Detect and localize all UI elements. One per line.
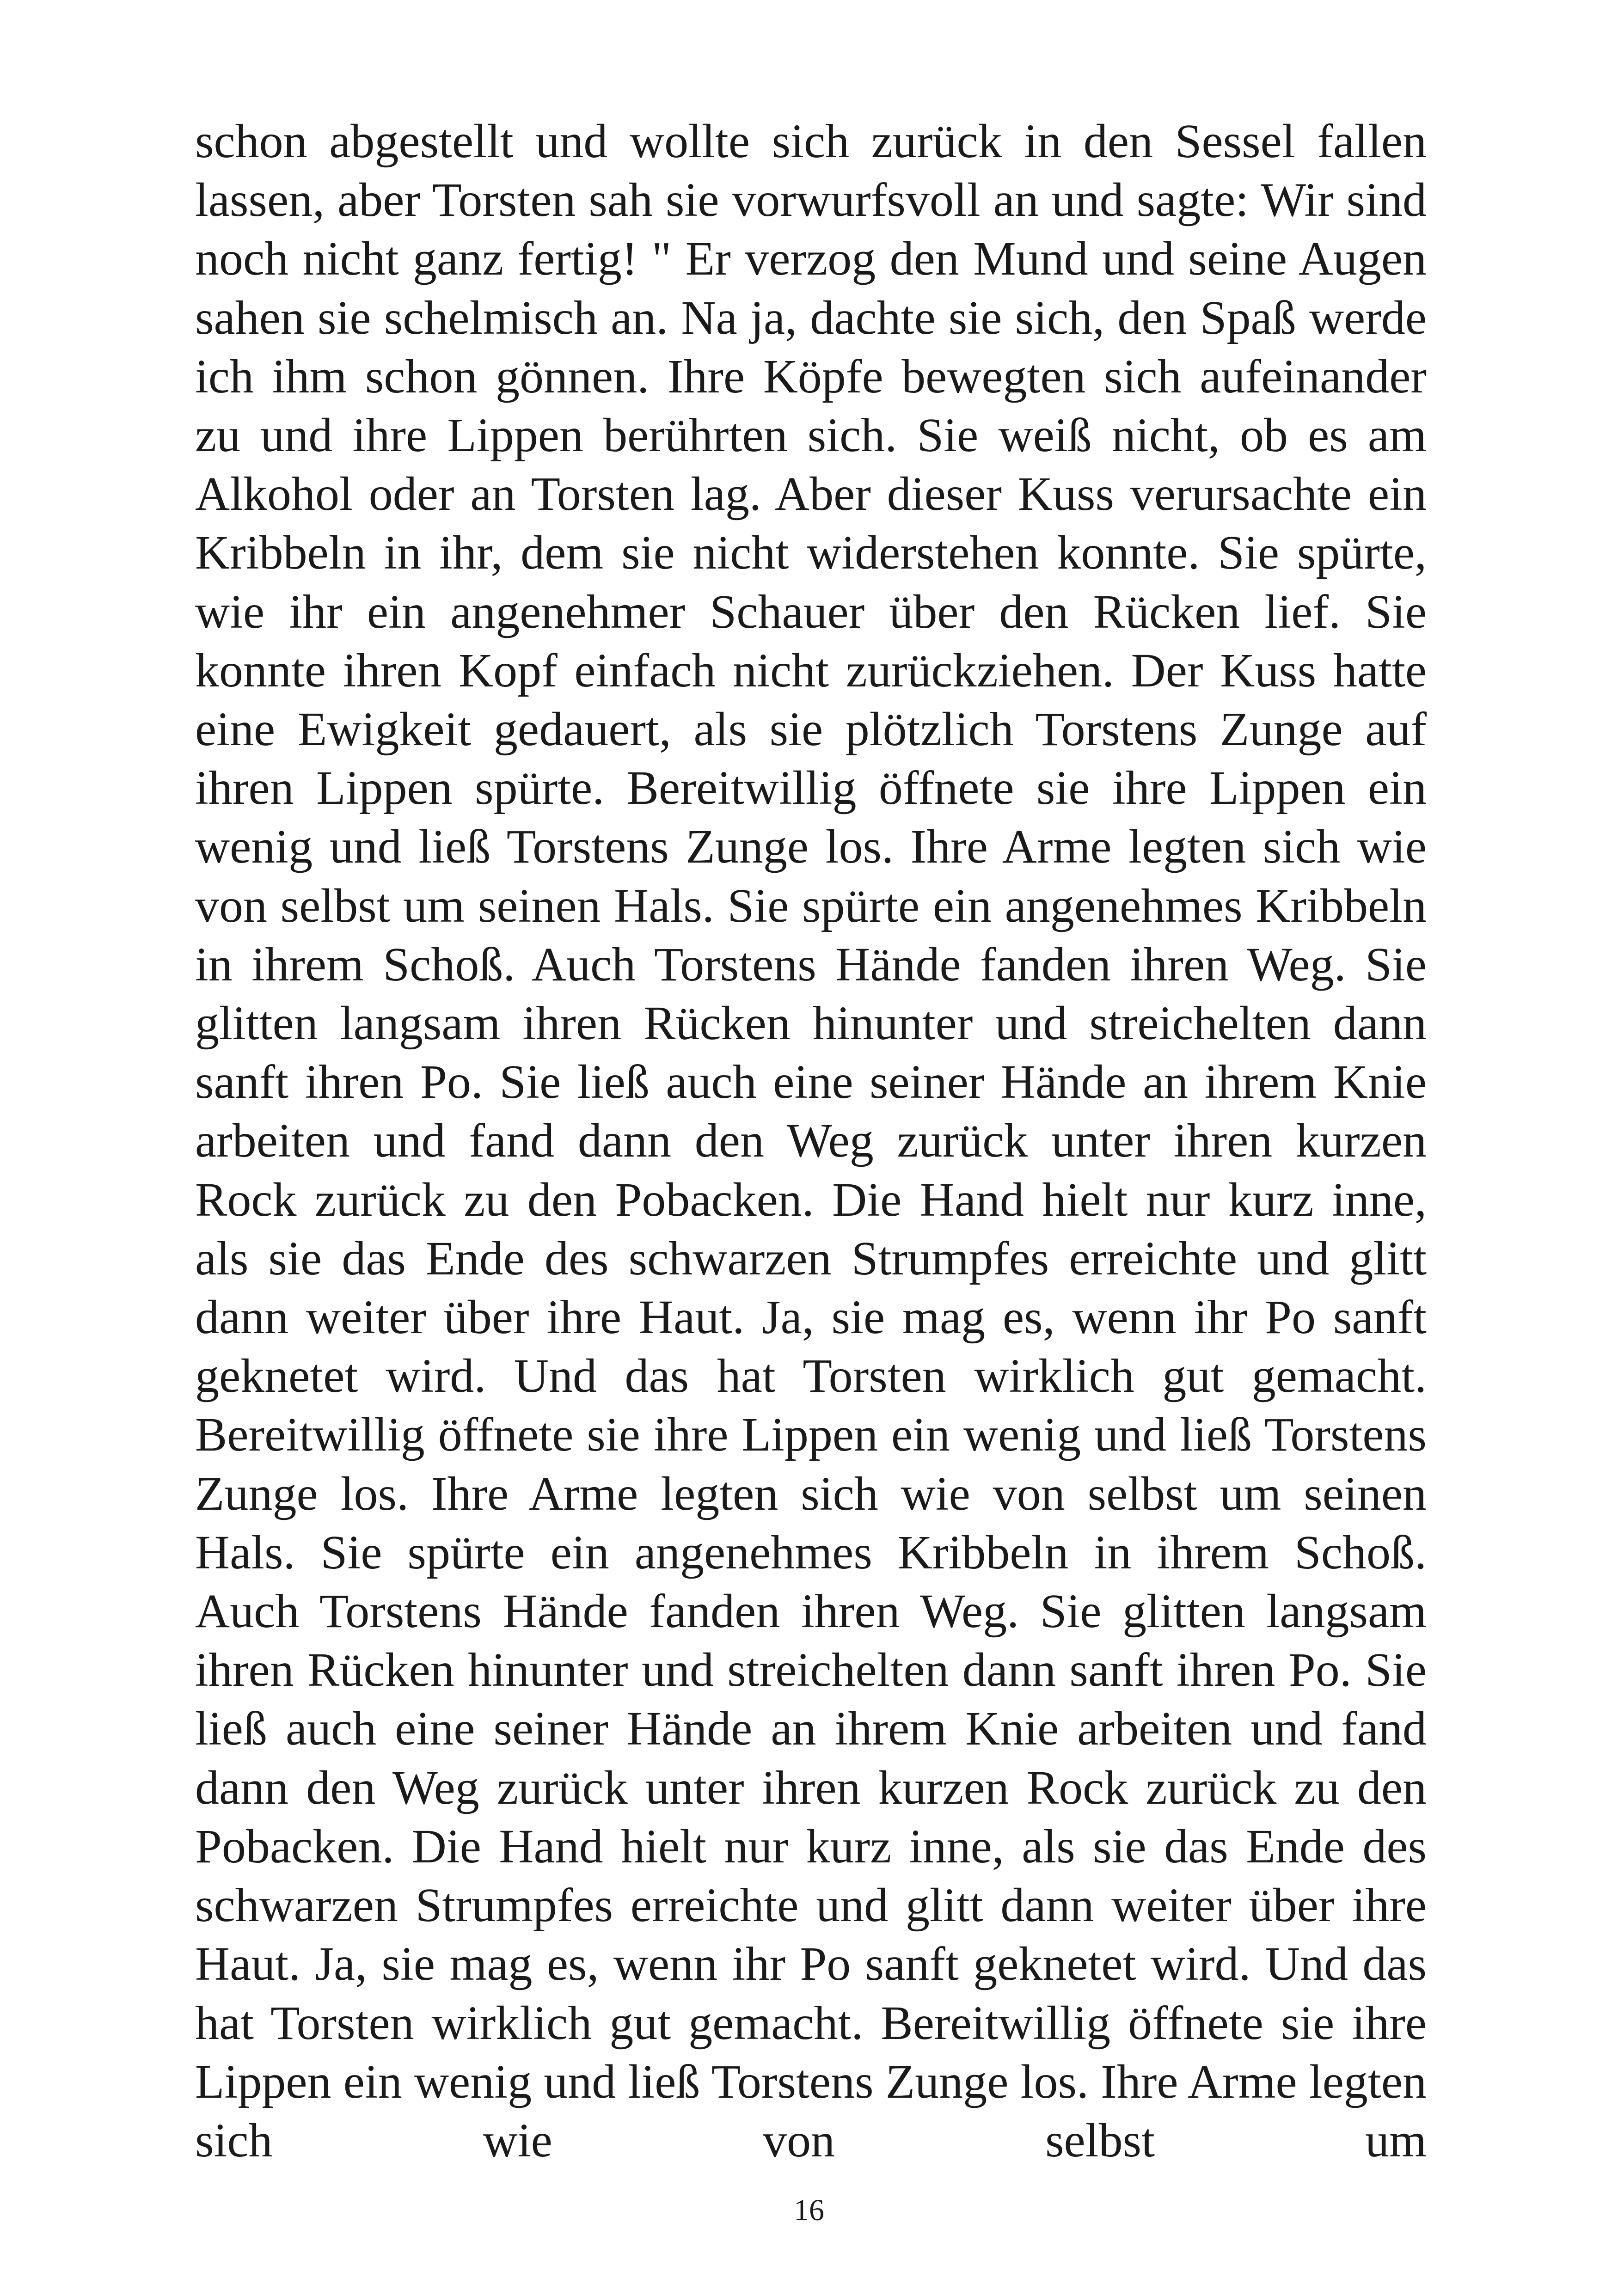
body-paragraph: schon abgestellt und wollte sich zurück in den Sessel fallen lassen, aber Torsten sah sie vorwurfsvoll an und sagte: Wir sind noch nicht ganz fertig! " Er verzog den Mund und seine Augen sahen sie schelmisch an. Na ja, dachte sie sich, den Spaß werde ich ihm schon gönnen. Ihre Köpfe bewegten sich aufeinander zu und ihre Lippen berührten sich. Sie weiß nicht, ob es am Alkohol oder an Torsten lag. Aber dieser Kuss verursachte ein Kribbeln in ihr, dem sie nicht widerstehen konnte. Sie spürte, wie ihr ein angenehmer Schauer über den Rücken lief. Sie konnte ihren Kopf einfach nicht zurückziehen. Der Kuss hatte eine Ewigkeit gedauert, als sie plötzlich Torstens Zunge auf ihren Lippen spürte. Bereitwillig öffnete sie ihre Lippen ein wenig und ließ Torstens Zunge los. Ihre Arme legten sich wie von selbst um seinen Hals. Sie spürte ein angenehmes Kribbeln in ihrem Schoß. Auch Torstens Hände fanden ihren Weg. Sie glitten langsam ihren Rücken hinunter und streichelten dann sanft ihren Po. Sie ließ auch eine seiner Hände an ihrem Knie arbeiten und fand dann den Weg zurück unter ihren kurzen Rock zurück zu den Pobacken. Die Hand hielt nur kurz inne, als sie das Ende des schwarzen Strumpfes erreichte und glitt dann weiter über ihre Haut. Ja, sie mag es, wenn ihr Po sanft geknetet wird. Und das hat Torsten wirklich gut gemacht. Bereitwillig öffnete sie ihre Lippen ein wenig und ließ Torstens Zunge los. Ihre Arme legten sich wie von selbst um seinen Hals. Sie spürte ein angenehmes Kribbeln in ihrem Schoß. Auch Torstens Hände fanden ihren Weg. Sie glitten langsam ihren Rücken hinunter und streichelten dann sanft ihren Po. Sie ließ auch eine seiner Hände an ihrem Knie arbeiten und fand dann den Weg zurück unter ihren kurzen Rock zurück zu den Pobacken. Die Hand hielt nur kurz inne, als sie das Ende des schwarzen Strumpfes erreichte und glitt dann weiter über ihre Haut. Ja, sie mag es, wenn ihr Po sanft geknetet wird. Und das hat Torsten wirklich gut gemacht. Bereitwillig öffnete sie ihre Lippen ein wenig und ließ Torstens Zunge los. Ihre Arme legten sich wie von selbst um — [195, 115, 1427, 2167]
page-number: 16 — [794, 2193, 824, 2227]
